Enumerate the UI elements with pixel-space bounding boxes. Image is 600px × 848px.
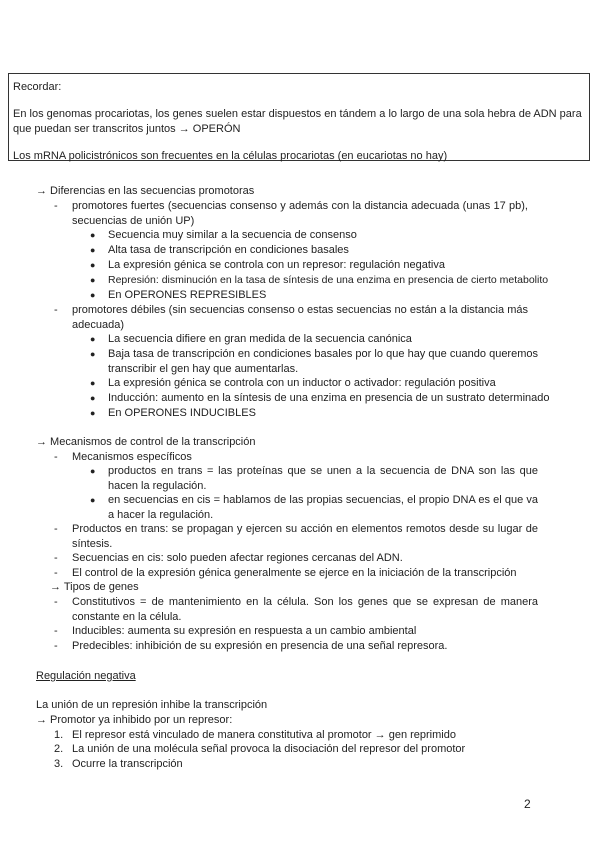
dash-glyph: - — [54, 552, 58, 564]
fuertes-item: Secuencia muy similar a la secuencia de consenso — [108, 229, 357, 241]
mecanismos-item: El control de la expresión génica generalmente se ejerce en la iniciación de la transcripción — [72, 567, 517, 579]
bullet-glyph: ● — [90, 495, 96, 505]
bullet-glyph: ● — [90, 290, 96, 300]
step-number: 3. — [54, 758, 64, 770]
debiles-item: En OPERONES INDUCIBLES — [108, 407, 256, 419]
recordar-paragraph-2: Los mRNA policistrónicos son frecuentes en la células procariotas (en eucariotas no hay) — [13, 150, 448, 162]
promotores-debiles-text: promotores débiles (sin secuencias consenso o estas secuencias no están a la distancia más adecuada) — [72, 304, 528, 331]
regulacion-step: La unión de una molécula señal provoca la disociación del represor del promotor — [72, 743, 466, 755]
dash-glyph: - — [54, 451, 58, 463]
bullet-glyph: ● — [90, 378, 96, 388]
fuertes-item: Represión: disminución en la tasa de síntesis de una enzima en presencia de cierto metabolito — [108, 274, 549, 286]
step-number: 2. — [54, 743, 64, 755]
fuertes-item: En OPERONES REPRESIBLES — [108, 289, 267, 301]
recordar-paragraph-1: En los genomas procariotas, los genes suelen estar dispuestos en tándem a lo largo de una sola hebra de ADN para que puedan ser transcritos juntos → OPERÓN — [13, 108, 582, 135]
fuertes-item: Alta tasa de transcripción en condiciones basales — [108, 244, 349, 256]
genes-item: Constitutivos = de mantenimiento en la célula. Son los genes que se expresan de manera constante en la célula. — [72, 596, 538, 623]
bullet-glyph: ● — [90, 245, 96, 255]
bullet-glyph: ● — [90, 334, 96, 344]
especificos-item: en secuencias en cis = hablamos de las propias secuencias, el propio DNA es el que va a hacer la regulación. — [108, 494, 538, 521]
dash-glyph: - — [54, 596, 58, 608]
genes-item: Inducibles: aumenta su expresión en respuesta a un cambio ambiental — [72, 625, 417, 637]
mecanismos-heading: → Mecanismos de control de la transcripción — [36, 436, 256, 448]
page-number: 2 — [524, 797, 531, 811]
promotores-heading: → Diferencias en las secuencias promotoras — [36, 185, 255, 197]
step-number: 1. — [54, 729, 64, 741]
bullet-glyph: ● — [90, 275, 96, 285]
mecanismos-especificos: Mecanismos específicos — [72, 451, 192, 463]
promotores-fuertes-text: promotores fuertes (secuencias consenso y además con la distancia adecuada (unas 17 pb), secuencias de unión UP) — [72, 200, 528, 227]
mecanismos-item: Secuencias en cis: solo pueden afectar regiones cercanas del ADN. — [72, 552, 403, 564]
dash-glyph: - — [54, 567, 58, 579]
bullet-glyph: ● — [90, 260, 96, 270]
dash-glyph: - — [54, 625, 58, 637]
especificos-item: productos en trans = las proteínas que se unen a la secuencia de DNA son las que hacen la regulación. — [108, 465, 538, 492]
recordar-box — [8, 73, 590, 161]
bullet-glyph: ● — [90, 466, 96, 476]
regulacion-step: Ocurre la transcripción — [72, 758, 183, 770]
genes-item: Predecibles: inhibición de su expresión en presencia de una señal represora. — [72, 640, 448, 652]
mecanismos-item: Productos en trans: se propagan y ejercen su acción en elementos remotos desde su lugar de síntesis. — [72, 523, 538, 550]
bullet-glyph: ● — [90, 230, 96, 240]
dash-glyph: - — [54, 640, 58, 652]
fuertes-item: La expresión génica se controla con un represor: regulación negativa — [108, 259, 445, 271]
regulacion-step: El represor está vinculado de manera constitutiva al promotor → gen reprimido — [72, 729, 456, 741]
bullet-glyph: ● — [90, 349, 96, 359]
regulacion-sub: → Promotor ya inhibido por un represor: — [36, 714, 233, 726]
genes-heading: → Tipos de genes — [50, 581, 139, 593]
dash-glyph: - — [54, 523, 58, 535]
debiles-item: Baja tasa de transcripción en condiciones basales por lo que hay que cuando queremos transcribir el gen hay que aumentarlas. — [108, 348, 538, 375]
debiles-item: La expresión génica se controla con un inductor o activador: regulación positiva — [108, 377, 496, 389]
dash-glyph: - — [54, 200, 58, 212]
bullet-glyph: ● — [90, 393, 96, 403]
regulacion-title: Regulación negativa — [36, 670, 136, 682]
recordar-title: Recordar: — [13, 81, 62, 93]
debiles-item: La secuencia difiere en gran medida de la secuencia canónica — [108, 333, 412, 345]
bullet-glyph: ● — [90, 408, 96, 418]
debiles-item: Inducción: aumento en la síntesis de una enzima en presencia de un sustrato determinado — [108, 392, 550, 404]
dash-glyph: - — [54, 304, 58, 316]
regulacion-intro: La unión de un represión inhibe la transcripción — [36, 699, 268, 711]
